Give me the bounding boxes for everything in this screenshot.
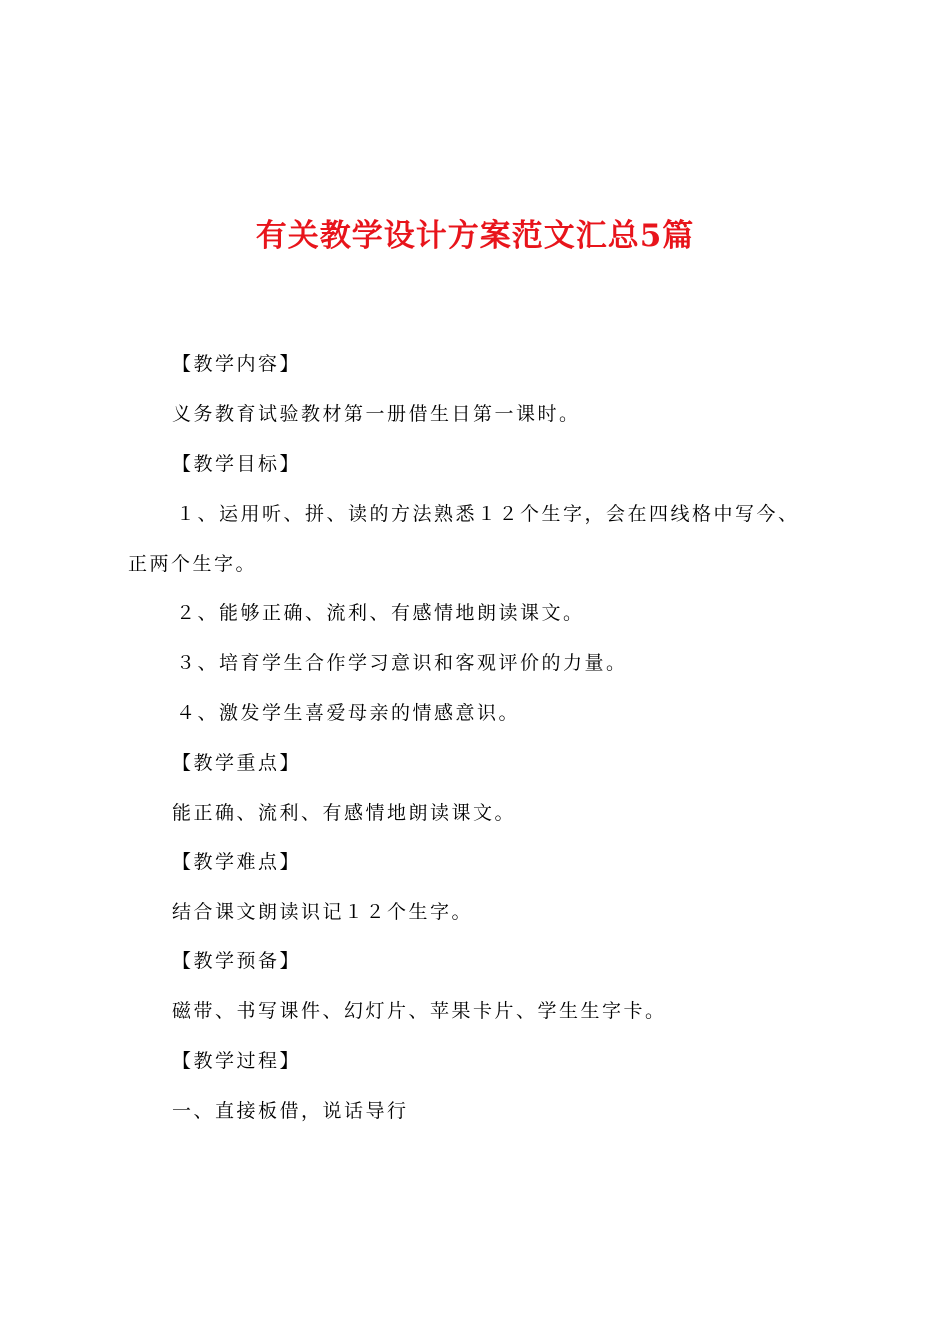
section-heading-preparation: 【教学预备】 bbox=[172, 950, 302, 972]
document-title: 有关教学设计方案范文汇总5篇 bbox=[255, 218, 695, 254]
section-heading-difficulties: 【教学难点】 bbox=[172, 851, 302, 873]
paragraph-key-points: 能正确、流利、有感情地朗读课文。 bbox=[172, 802, 517, 824]
paragraph-difficulties: 结合课文朗读识记１２个生字。 bbox=[172, 901, 474, 923]
section-heading-content: 【教学内容】 bbox=[172, 353, 302, 375]
process-step-1: 一、直接板借，说话导行 bbox=[172, 1100, 409, 1122]
section-heading-objectives: 【教学目标】 bbox=[172, 453, 302, 475]
section-heading-key-points: 【教学重点】 bbox=[172, 752, 302, 774]
objective-4: ４、激发学生喜爱母亲的情感意识。 bbox=[176, 702, 521, 724]
objective-1-continued: 正两个生字。 bbox=[128, 553, 258, 575]
objective-3: ３、培育学生合作学习意识和客观评价的力量。 bbox=[176, 652, 628, 674]
paragraph-preparation: 磁带、书写课件、幻灯片、苹果卡片、学生生字卡。 bbox=[172, 1000, 667, 1022]
paragraph-content: 义务教育试验教材第一册借生日第一课时。 bbox=[172, 403, 581, 425]
objective-2: ２、能够正确、流利、有感情地朗读课文。 bbox=[176, 602, 585, 624]
objective-1: １、运用听、拼、读的方法熟悉１２个生字，会在四线格中写今、 bbox=[176, 503, 800, 525]
section-heading-process: 【教学过程】 bbox=[172, 1050, 302, 1072]
